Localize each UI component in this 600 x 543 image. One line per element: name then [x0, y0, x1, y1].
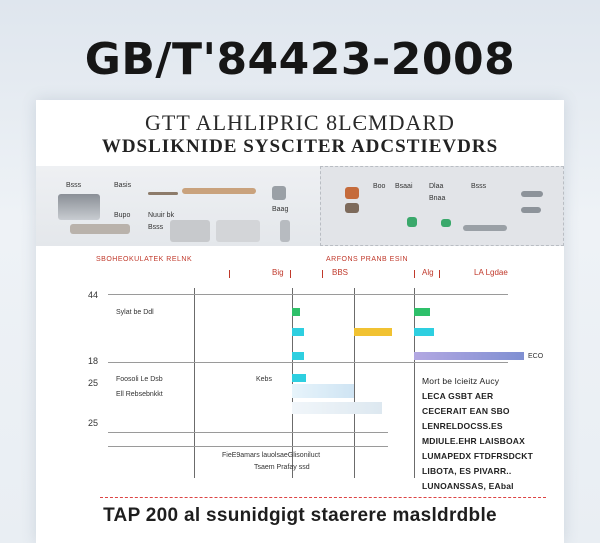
spec-item: MDIULE.EHR LAISBOAX	[422, 436, 525, 446]
bar-green	[292, 308, 300, 316]
part-label: Bnaa	[429, 195, 446, 202]
fitting-part-icon	[345, 187, 359, 199]
nozzle-part-icon	[521, 207, 541, 213]
part-label: Basis	[114, 182, 132, 189]
spec-item: LUMAPEDX FTDFRSDCKT	[422, 451, 533, 461]
clip-part-icon	[441, 219, 451, 227]
spec-item: Mort be lcieitz Aucy	[422, 376, 500, 386]
bottle-part-icon	[280, 220, 290, 242]
y-axis-label: 25	[88, 418, 99, 428]
part-label: Nuuir bk	[148, 212, 175, 219]
header-tick	[229, 270, 230, 278]
header-tick	[290, 270, 291, 278]
spec-item: LUNOANSSAS, EAbal	[422, 481, 514, 491]
header-tick	[414, 270, 415, 278]
grid-vline	[292, 288, 293, 478]
grid-vline	[414, 288, 415, 478]
bar-label: ECO	[528, 353, 544, 360]
document-card	[36, 100, 564, 543]
heading-line-1: GTT ALHLIPRIC 8LЄMDARD	[145, 110, 455, 135]
footer-divider	[100, 497, 546, 498]
bar-cyan	[414, 328, 434, 336]
bar-faded	[292, 402, 382, 414]
bar-green	[414, 308, 430, 316]
part-label: Bsss	[148, 224, 164, 231]
grid-hline	[108, 294, 508, 295]
spec-item: LIBOTA, ES PIVARR..	[422, 466, 512, 476]
cable-part-icon	[58, 194, 100, 220]
bar-cyan	[292, 352, 304, 360]
hose-part-icon	[70, 224, 130, 234]
parts-panel-right	[320, 166, 564, 246]
spec-item: CECERAIT EAN SBO	[422, 406, 510, 416]
part-label: Dlaa	[429, 183, 444, 190]
right-section-title: ARFONS PRANB ESIN	[326, 256, 409, 263]
grid-vline	[354, 288, 355, 478]
y-axis-label: 18	[88, 356, 99, 366]
header-tick	[439, 270, 440, 278]
comb-part-icon	[182, 188, 256, 194]
left-section-title: SBOHEOKULATEK RELNK	[96, 256, 193, 263]
standard-code-title: GB/T'84423-2008	[84, 34, 516, 85]
y-axis-label: 44	[88, 290, 99, 300]
column-header: BBS	[332, 268, 349, 277]
parts-band	[36, 166, 564, 246]
fitting-part-icon	[345, 203, 359, 213]
row-label: Ell Rebsebnkkt	[116, 391, 163, 398]
dots-label: Kebs	[256, 376, 272, 383]
cylinder-part-icon	[170, 220, 210, 242]
part-label: Bsss	[66, 182, 82, 189]
bar-cyan	[292, 374, 306, 382]
rod-part-icon	[148, 192, 178, 195]
row-label: Sylat be Ddl	[116, 309, 154, 316]
spec-item: LENRELDOCSS.ES	[422, 421, 503, 431]
connector-part-icon	[216, 220, 260, 242]
column-header: Big	[272, 268, 284, 277]
part-label: Bupo	[114, 212, 131, 219]
column-header: Alg	[422, 268, 434, 277]
grid-hline	[108, 446, 388, 447]
chart-note: Tsaem Prafay ssd	[254, 464, 310, 471]
parts-panel-left	[36, 166, 318, 246]
nozzle-part-icon	[521, 191, 543, 197]
clip-part-icon	[407, 217, 417, 227]
probe-part-icon	[463, 225, 507, 231]
header-tick	[322, 270, 323, 278]
grid-vline	[194, 288, 195, 478]
heading-line-2: WDSLIKNIDE SYSCITER ADCSTIEVDRS	[101, 136, 499, 157]
chart-note: FieE9amars lauolsaeGlisoniluct	[222, 452, 321, 459]
grid-hline	[108, 362, 508, 363]
valve-part-icon	[272, 186, 286, 200]
spec-item: LECA GSBT AER	[422, 391, 494, 401]
y-axis-label: 25	[88, 378, 99, 388]
part-label: Bsaai	[395, 183, 413, 190]
footer-caption: TAP 200 al ssunidgigt staerere masldrdble	[103, 505, 497, 526]
grid-hline	[108, 432, 388, 433]
bar-purple	[414, 352, 524, 360]
part-label: Bsss	[471, 183, 487, 190]
part-label: Boo	[373, 183, 386, 190]
row-label: Foosoli Le Dsb	[116, 376, 163, 383]
bar-faded	[292, 384, 354, 398]
part-label: Baag	[272, 206, 289, 213]
column-header: LA Lgdae	[474, 268, 508, 277]
bar-cyan	[292, 328, 304, 336]
bar-yellow	[354, 328, 392, 336]
